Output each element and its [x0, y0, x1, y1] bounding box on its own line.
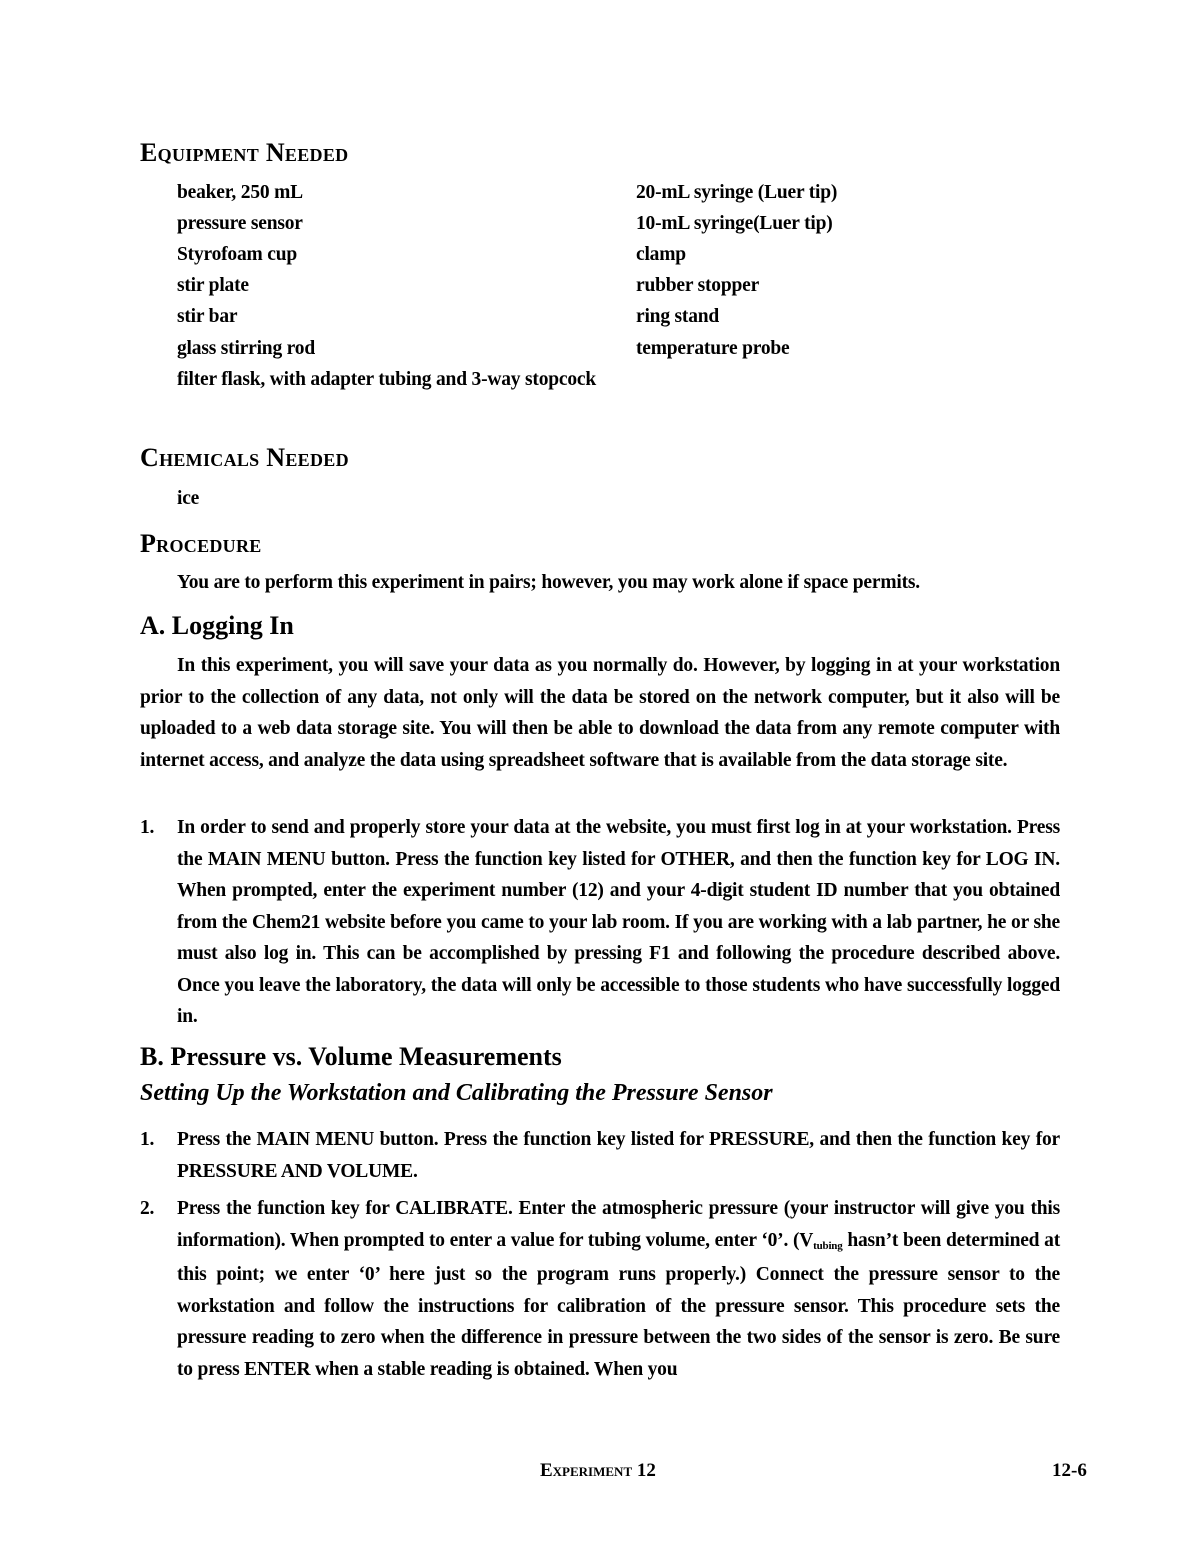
step-text: In order to send and properly store your data at the website, you must first log in at your workstation. Press the MAIN MENU button. Press the function key listed for OTHER, and then the function key for LOG IN. When prompted, enter the experiment number (12) and your 4-digit student ID number that you obtained from the Chem21 website before you came to your lab room. If you are working with a lab partner,	[177, 817, 1060, 933]
footer-page-number: 12-6	[1052, 1460, 1087, 1481]
equipment-item: filter flask, with adapter tubing and 3-way stopcock	[177, 369, 597, 390]
section-a-paragraph: In this experiment, you will save your data as you normally do. However, by logging in at your workstation prior to the collection of any data, not only will the data be stored on the network computer, but it also will be uploaded to a web data storage site. You will then be able to download the data from any remote computer with internet access, and analyze the data using spreadsheet software that is available from the data storage site.	[140, 655, 1060, 771]
equipment-item: pressure sensor	[177, 213, 303, 234]
chemical-item: ice	[177, 488, 200, 509]
section-b-heading: B. Pressure vs. Volume Measurements	[140, 1042, 562, 1071]
equipment-item: 20-mL syringe (Luer tip)	[636, 182, 838, 203]
equipment-item: stir bar	[177, 306, 238, 327]
equipment-item: stir plate	[177, 275, 249, 296]
subscript: tubing	[813, 1239, 843, 1252]
procedure-heading: Procedure	[140, 529, 262, 558]
step-body	[177, 812, 1060, 1033]
footer-experiment-label: Experiment 12	[540, 1460, 656, 1481]
equipment-heading: Equipment Needed	[140, 138, 349, 167]
step-number: 2.	[140, 1198, 155, 1219]
step-emphasis: he or she must also log in.	[177, 911, 1060, 964]
step-body	[177, 1193, 1060, 1385]
equipment-item: rubber stopper	[636, 275, 760, 296]
equipment-item: clamp	[636, 244, 686, 265]
step-text: Press the MAIN MENU button. Press the function key listed for PRESSURE, and then the function key for PRESSURE AND VOLUME.	[177, 1129, 1060, 1182]
step-text: Press the function key for CALIBRATE. Enter the atmospheric pressure (your instructor will give you this information). When prompted to enter a value for tubing volume, enter ‘0’. (V	[177, 1198, 1060, 1251]
equipment-item: ring stand	[636, 306, 720, 327]
step-text: When you	[589, 1358, 678, 1380]
step-text: This can be accomplished by pressing F1 and following the procedure described above. Once you leave the laboratory, the data will only be accessible to those students who have successfully logged in.	[177, 943, 1061, 1027]
procedure-intro: You are to perform this experiment in pairs; however, you may work alone if space permits.	[177, 572, 920, 593]
section-b-step-1	[140, 1124, 1060, 1187]
step-emphasis: Be sure to press ENTER when a stable reading is obtained.	[177, 1327, 1061, 1380]
step-text: hasn’t been determined at this point; we enter ‘0’ here just so the program runs properly.) Connect the pressure sensor to the workstation and follow the instructions for calibration of the pressure sensor. This procedure sets the pressure reading to zero when the difference in pressure between the two sides of the sensor is zero.	[177, 1229, 1060, 1348]
equipment-item: 10-mL syringe(Luer tip)	[636, 213, 833, 234]
equipment-item: Styrofoam cup	[177, 244, 297, 265]
section-a-step-1	[140, 812, 1060, 1033]
equipment-item: temperature probe	[636, 338, 790, 359]
section-a-heading: A. Logging In	[140, 611, 294, 640]
equipment-item: beaker, 250 mL	[177, 182, 303, 203]
section-b-step-2	[140, 1193, 1060, 1385]
section-b-subheading: Setting Up the Workstation and Calibrating the Pressure Sensor	[140, 1080, 773, 1106]
equipment-item: glass stirring rod	[177, 338, 315, 359]
step-number: 1.	[140, 1129, 155, 1150]
step-number: 1.	[140, 817, 155, 838]
chemicals-heading: Chemicals Needed	[140, 443, 349, 472]
